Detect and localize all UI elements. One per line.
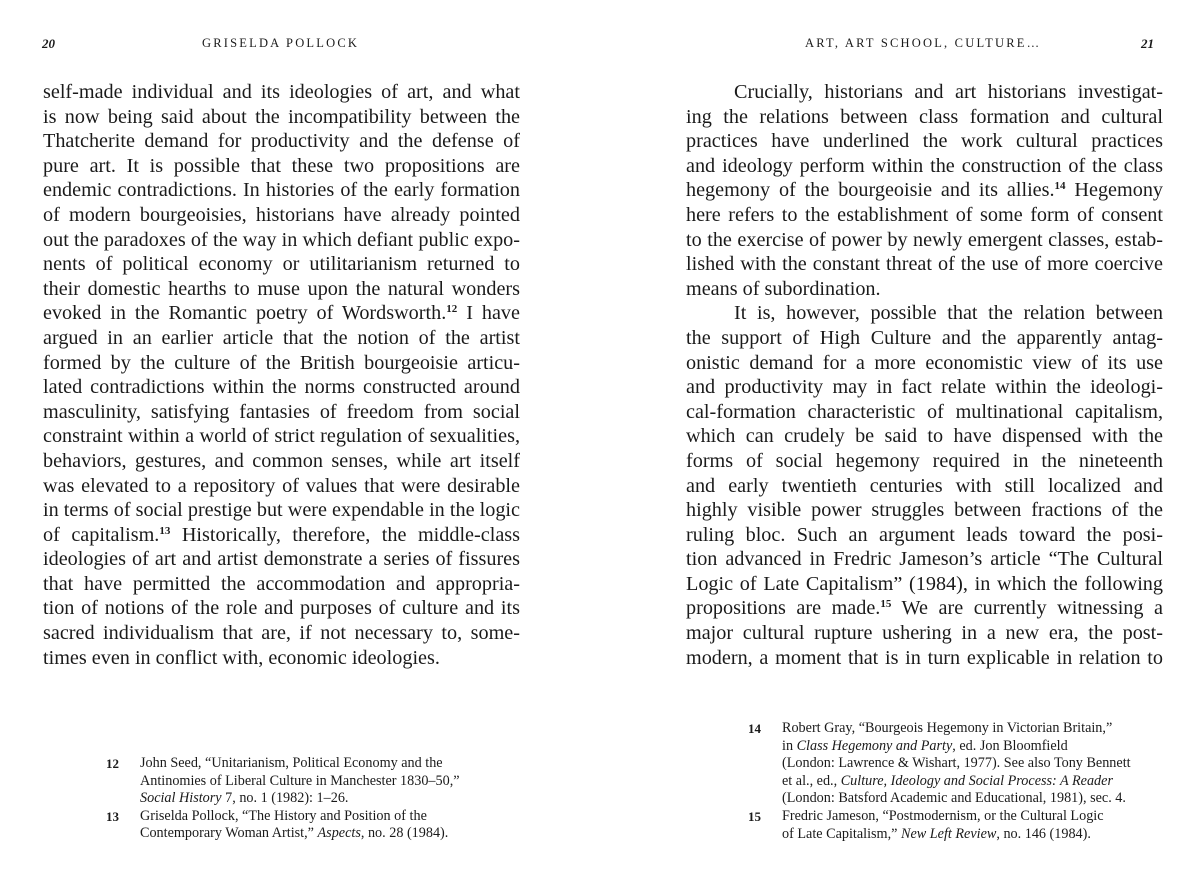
footnote-line [782,720,1168,738]
line-text: It is, however, possible that the relation between [734,302,1163,325]
text-line [43,228,520,253]
footnote-line [782,790,1168,808]
page-number: 20 [42,36,55,51]
line-text: times even in conflict with, economic ideologies. [43,646,440,669]
text-line [686,375,1163,400]
running-head-author: GRISELDA POLLOCK [202,36,360,50]
line-text: cal-formation characteristic of multinational capitalism, [686,400,1163,423]
line-text: is now being said about the incompatibility between the [43,105,520,128]
line-text: Logic of Late Capitalism” (1984), in which the following [686,572,1163,595]
body-text [686,80,1163,670]
line-text: pure art. It is possible that these two propositions are [43,154,520,177]
line-text: highly visible power struggles between fractions of the [686,499,1163,522]
footnote-line [140,825,506,843]
footnote-text: Antinomies of Liberal Culture in Manchester 1830–50,” [140,772,460,789]
line-text: of capitalism. [43,523,160,546]
line-text: lated contradictions within the norms constructed around [43,376,520,399]
text-line [43,400,520,425]
line-text: tion of notions of the role and purposes of culture and its [43,597,520,620]
text-line [686,449,1163,474]
footnote-line [140,808,506,826]
text-line [43,646,520,671]
footnotes [748,720,1168,843]
text-line [686,178,1163,203]
line-text: sacred individualism that are, if not necessary to, some- [43,622,520,645]
line-text: behaviors, gestures, and common senses, while art itself [43,449,520,472]
line-text: constraint within a world of strict regulation of sexualities, [43,425,520,448]
footnote-number: 13 [106,808,119,824]
text-line [43,572,520,597]
footnote-text: Fredric Jameson, “Postmodernism, or the Cultural Logic [782,807,1104,824]
footnote-text: et al., ed., [782,772,841,789]
text-line [43,129,520,154]
footnote-text: (London: Lawrence & Wishart, 1977). See also Tony Bennett [782,755,1131,772]
line-text: Historically, therefore, the middle-class [170,523,520,546]
line-text: out the paradoxes of the way in which defiant public expo- [43,228,520,251]
line-text: in terms of social prestige but were expendable in the logic [43,499,520,522]
footnote-13 [106,808,506,843]
text-line [686,474,1163,499]
text-line [43,547,520,572]
text-line [686,129,1163,154]
text-line [43,105,520,130]
text-line [686,252,1163,277]
line-text: ideologies of art and artist demonstrate a series of fissures [43,548,520,571]
footnote-text: Griselda Pollock, “The History and Position of the [140,807,427,824]
footnote-line [140,790,506,808]
text-line [43,301,520,326]
text-line [43,178,520,203]
footnote-number: 15 [748,808,761,824]
text-line [686,646,1163,671]
line-text: forms of social hegemony required in the nineteenth [686,449,1163,472]
line-text: lished with the constant threat of the use of more coercive [686,253,1163,276]
footnote-line [140,773,506,791]
footnote-line [782,755,1168,773]
text-line [686,203,1163,228]
footnote-reference[interactable]: 12 [446,303,458,316]
line-text: was elevated to a repository of values that were desirable [43,474,520,497]
running-head-title: ART, ART SCHOOL, CULTURE… [805,36,1042,50]
line-text: Hegemony [1065,179,1164,202]
line-text: nents of political economy or utilitarianism returned to [43,253,520,276]
line-text: evoked in the Romantic poetry of Wordsworth. [43,302,447,325]
line-text: their domestic hearths to muse upon the natural wonders [43,277,520,300]
footnote-line [782,808,1168,826]
text-line [43,424,520,449]
footnote-line [782,773,1168,791]
line-text: masculinity, satisfying fantasies of freedom from social [43,400,520,423]
text-line [43,277,520,302]
line-text: practices have underlined the work cultural practices [686,130,1163,153]
footnote-15 [748,808,1168,843]
text-line [686,80,1163,105]
footnote-12 [106,755,506,808]
text-line [686,301,1163,326]
footnote-text: (London: Batsford Academic and Educational, 1981), sec. 4. [782,790,1126,807]
footnote-text: , no. 146 (1984). [996,825,1091,842]
footnote-line [782,738,1168,756]
footnote-text: 7, no. 1 (1982): 1–26. [221,790,349,807]
text-line [686,424,1163,449]
text-line [686,326,1163,351]
line-text: the support of High Culture and the apparently antag- [686,326,1163,349]
text-line [686,105,1163,130]
footnotes [106,755,506,843]
right-page [600,0,1200,886]
text-line [43,621,520,646]
footnote-title: Social History [140,790,222,807]
line-text: major cultural rupture ushering in a new era, the post- [686,622,1163,645]
text-line [686,572,1163,597]
text-line [43,252,520,277]
line-text: hegemony of the bourgeoisie and its allies. [686,179,1055,202]
text-line [686,621,1163,646]
line-text: formed by the culture of the British bourgeoisie articu- [43,351,520,374]
line-text: tion advanced in Fredric Jameson’s article “The Cultural [686,548,1163,571]
text-line [686,400,1163,425]
footnote-title: New Left Review [900,825,997,842]
text-line [43,498,520,523]
text-line [43,375,520,400]
line-text: self-made individual and its ideologies of art, and what [43,81,520,103]
line-text: which can crudely be said to have dispensed with the [686,425,1163,448]
body-text [43,80,520,670]
footnote-reference[interactable]: 13 [159,524,171,537]
footnote-text: of Late Capitalism,” [782,825,901,842]
line-text: here refers to the establishment of some form of consent [686,203,1163,226]
line-text: propositions are made. [686,597,881,620]
footnote-text: Robert Gray, “Bourgeois Hegemony in Victorian Britain,” [782,720,1113,736]
text-line [43,326,520,351]
footnote-text: Contemporary Woman Artist,” [140,825,318,842]
text-line [686,351,1163,376]
line-text: onistic demand for a more economistic view of its use [686,351,1163,374]
text-line [43,596,520,621]
text-line [686,498,1163,523]
line-text: I have [457,302,520,325]
line-text: means of subordination. [686,277,881,300]
text-line [43,474,520,499]
line-text: We are currently witnessing a [891,597,1164,620]
line-text: of modern bourgeoisies, historians have already pointed [43,203,520,226]
line-text: endemic contradictions. In histories of the early formation [43,179,520,202]
line-text: Crucially, historians and art historians investigat- [734,81,1163,103]
line-text: to the exercise of power by newly emergent classes, estab- [686,228,1163,251]
text-line [686,523,1163,548]
line-text: ing the relations between class formation and cultural [686,105,1163,128]
footnote-number: 14 [748,721,761,736]
line-text: and early twentieth centuries with still localized and [686,474,1163,497]
footnote-line [782,826,1168,844]
footnote-line [140,755,506,773]
footnote-title: Class Hegemony and Party [796,737,953,754]
footnote-text: , no. 28 (1984). [360,825,449,842]
footnote-title: Culture, Ideology and Social Process: A Reader [840,772,1113,789]
line-text: Thatcherite demand for productivity and the defense of [43,130,520,153]
footnote-text: in [782,737,797,754]
footnote-number: 12 [106,756,119,771]
line-text: and ideology perform within the construction of the class [686,154,1163,177]
text-line [686,228,1163,253]
text-line [43,80,520,105]
text-line [43,449,520,474]
page-number: 21 [1141,36,1154,51]
footnote-reference[interactable]: 14 [1054,180,1066,193]
text-line [686,277,1163,302]
line-text: and productivity may in fact relate within the ideologi- [686,376,1163,399]
text-line [43,351,520,376]
line-text: that have permitted the accommodation and appropria- [43,572,520,595]
text-line [686,154,1163,179]
footnote-reference[interactable]: 15 [880,598,892,611]
footnote-title: Aspects [317,825,361,842]
footnote-14 [748,720,1168,808]
footnote-text: John Seed, “Unitarianism, Political Economy and the [140,755,443,771]
text-line [43,203,520,228]
line-text: ruling bloc. Such an argument leads toward the posi- [686,523,1163,546]
text-line [43,154,520,179]
text-line [686,547,1163,572]
text-line [686,596,1163,621]
text-line [43,523,520,548]
footnote-text: , ed. Jon Bloomfield [952,737,1068,754]
line-text: modern, a moment that is in turn explicable in relation to [686,646,1163,669]
line-text: argued in an earlier article that the notion of the artist [43,326,520,349]
